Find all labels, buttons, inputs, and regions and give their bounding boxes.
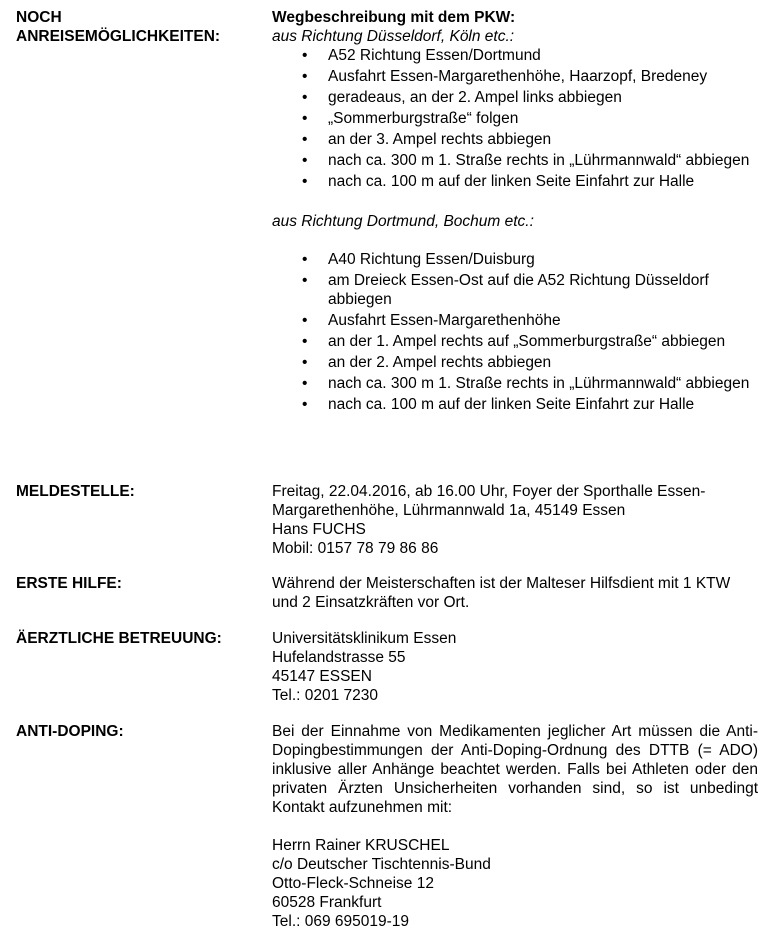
contact-line: Otto-Fleck-Schneise 12 bbox=[272, 875, 434, 892]
list-item: • nach ca. 300 m 1. Straße rechts in „Lührmannwald“ abbiegen bbox=[272, 374, 758, 393]
meldestelle-mobil: Mobil: 0157 78 79 86 86 bbox=[272, 540, 439, 557]
meldestelle-label: MELDESTELLE: bbox=[16, 483, 135, 500]
route2-title: aus Richtung Dortmund, Bochum etc.: bbox=[272, 213, 534, 230]
contact-line: Tel.: 069 695019-19 bbox=[272, 913, 410, 930]
route1-title: aus Richtung Düsseldorf, Köln etc.: bbox=[272, 28, 515, 45]
contact-line: 60528 Frankfurt bbox=[272, 894, 382, 911]
list-item: • nach ca. 100 m auf der linken Seite Einfahrt zur Halle bbox=[272, 395, 758, 414]
list-item: • A52 Richtung Essen/Dortmund bbox=[272, 46, 758, 65]
aerztlich-line: Hufelandstrasse 55 bbox=[272, 649, 406, 666]
aerztlich-content bbox=[272, 629, 758, 705]
meldestelle-text: Freitag, 22.04.2016, ab 16.00 Uhr, Foyer der Sporthalle Essen-Margarethenhöhe, Lührmannwald 1a, 45149 Essen bbox=[272, 483, 706, 519]
list-item: • Ausfahrt Essen-Margarethenhöhe, Haarzopf, Bredeney bbox=[272, 67, 758, 86]
list-item: • geradeaus, an der 2. Ampel links abbiegen bbox=[272, 88, 758, 107]
list-item: • „Sommerburgstraße“ folgen bbox=[272, 109, 758, 128]
contact-line: Herrn Rainer KRUSCHEL bbox=[272, 837, 450, 854]
list-item: • an der 3. Ampel rechts abbiegen bbox=[272, 130, 758, 149]
aerztlich-label: ÄERZTLICHE BETREUUNG: bbox=[16, 630, 222, 647]
meldestelle-name: Hans FUCHS bbox=[272, 521, 366, 538]
list-item: • am Dreieck Essen-Ost auf die A52 Richtung Düsseldorf abbiegen bbox=[272, 271, 758, 309]
list-item: • Ausfahrt Essen-Margarethenhöhe bbox=[272, 311, 758, 330]
anreise-content bbox=[272, 8, 758, 416]
list-item: • an der 1. Ampel rechts auf „Sommerburgstraße“ abbiegen bbox=[272, 332, 758, 351]
route2-list bbox=[272, 250, 758, 414]
list-item: • nach ca. 100 m auf der linken Seite Einfahrt zur Halle bbox=[272, 172, 758, 191]
list-item: • A40 Richtung Essen/Duisburg bbox=[272, 250, 758, 269]
route1-list bbox=[272, 46, 758, 191]
anti-doping-content bbox=[272, 722, 758, 931]
aerztlich-line: Universitätsklinikum Essen bbox=[272, 630, 457, 647]
list-item: • nach ca. 300 m 1. Straße rechts in „Lührmannwald“ abbiegen bbox=[272, 151, 758, 170]
anti-doping-label: ANTI-DOPING: bbox=[16, 723, 124, 740]
aerztlich-line: 45147 ESSEN bbox=[272, 668, 372, 685]
anreise-label: NOCH ANREISEMÖGLICHKEITEN: bbox=[16, 9, 221, 45]
anreise-heading: Wegbeschreibung mit dem PKW: bbox=[272, 9, 516, 26]
list-item: • an der 2. Ampel rechts abbiegen bbox=[272, 353, 758, 372]
contact-line: c/o Deutscher Tischtennis-Bund bbox=[272, 856, 491, 873]
meldestelle-content bbox=[272, 482, 758, 558]
erste-hilfe-label: ERSTE HILFE: bbox=[16, 575, 122, 592]
anti-doping-text: Bei der Einnahme von Medikamenten jeglicher Art müssen die Anti-Dopingbestimmungen der Anti-Doping-Ordnung des DTTB (= ADO) inklusive aller Anhänge beachtet werden. Falls bei Athleten oder den privaten Ärzten Unsicherheiten vorhanden sind, so ist unbedingt Kontakt aufzunehmen mit: bbox=[272, 723, 758, 816]
aerztlich-line: Tel.: 0201 7230 bbox=[272, 687, 379, 704]
erste-hilfe-text: Während der Meisterschaften ist der Malteser Hilfsdient mit 1 KTW und 2 Einsatzkräften vor Ort. bbox=[272, 575, 731, 611]
